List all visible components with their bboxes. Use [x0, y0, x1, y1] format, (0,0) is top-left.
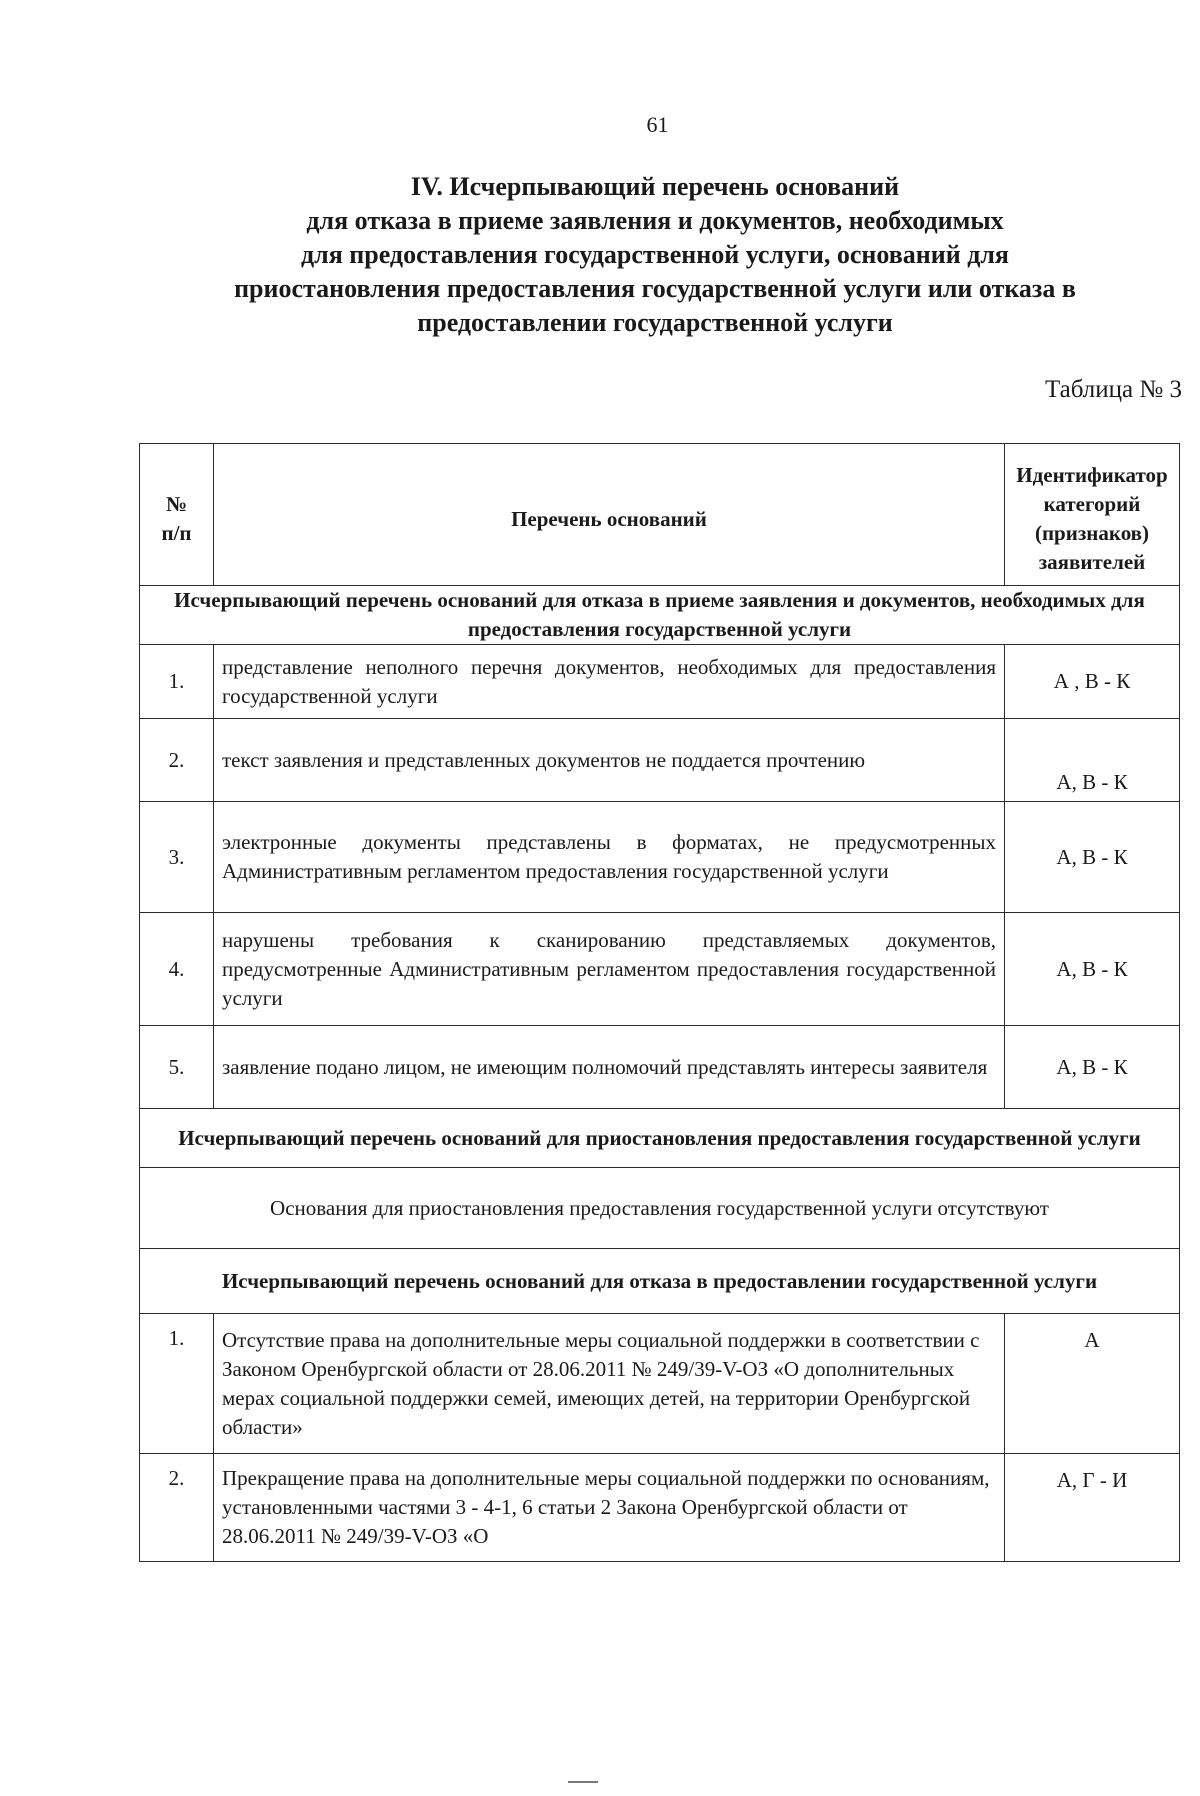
page-number: 61 — [646, 112, 669, 137]
row-text: нарушены требования к сканированию представляемых документов, предусмотренные Административным регламентом предоставления государственной услуги — [214, 913, 1005, 1026]
row-code: А, В - К — [1005, 1026, 1180, 1109]
row-text: текст заявления и представленных документов не поддается прочтению — [214, 719, 1005, 802]
table-label: Таблица № 3 — [1044, 376, 1182, 403]
row-code: А, В - К — [1005, 913, 1180, 1026]
grounds-table — [139, 443, 1180, 1562]
row-number: 1. — [140, 645, 214, 719]
row-number: 3. — [140, 802, 214, 913]
section-note: Основания для приостановления предоставления государственной услуги отсутствуют — [140, 1168, 1180, 1249]
header-number — [140, 444, 214, 586]
table-header-row — [140, 444, 1180, 586]
heading-line: приостановления предоставления государственной услуги или отказа в — [234, 274, 1076, 303]
row-text: электронные документы представлены в форматах, не предусмотренных Административным регламентом предоставления государственной услуги — [214, 802, 1005, 913]
row-number: 1. — [140, 1314, 214, 1454]
header-identifier-text: Идентификатор категорий (признаков) заявителей — [1016, 463, 1168, 574]
section-title-row — [140, 1249, 1180, 1314]
header-list — [214, 444, 1005, 586]
section-title: Исчерпывающий перечень оснований для отказа в приеме заявления и документов, необходимых для предоставления государственной услуги — [140, 586, 1180, 645]
header-identifier — [1005, 444, 1180, 586]
section-title-row — [140, 586, 1180, 645]
section-title: Исчерпывающий перечень оснований для отказа в предоставлении государственной услуги — [140, 1249, 1180, 1314]
header-number-abbr: п/п — [161, 521, 192, 545]
row-code: А, В - К — [1005, 802, 1180, 913]
section-heading — [150, 170, 1160, 340]
row-number: 5. — [140, 1026, 214, 1109]
section-title-row — [140, 1109, 1180, 1168]
table-row — [140, 802, 1180, 913]
table-row — [140, 1314, 1180, 1454]
header-list-text: Перечень оснований — [511, 506, 707, 531]
table-row — [140, 913, 1180, 1026]
note-row — [140, 1168, 1180, 1249]
row-code: А — [1005, 1314, 1180, 1454]
page-edge-mark — [568, 1781, 598, 1786]
heading-line: для предоставления государственной услуги, оснований для — [300, 240, 1010, 269]
row-number: 2. — [140, 1454, 214, 1562]
row-code: А, В - К — [1005, 719, 1180, 802]
heading-line: предоставлении государственной услуги — [417, 308, 893, 337]
row-code: А , В - К — [1005, 645, 1180, 719]
row-text: Отсутствие права на дополнительные меры социальной поддержки в соответствии с Законом Оренбургской области от 28.06.2011 № 249/39-V-ОЗ «О дополнительных мерах социальной поддержки семей, имеющих детей, на территории Оренбургской области» — [214, 1314, 1005, 1454]
row-number: 2. — [140, 719, 214, 802]
table-row — [140, 1454, 1180, 1562]
section-title: Исчерпывающий перечень оснований для приостановления предоставления государственной услуги — [140, 1109, 1180, 1168]
header-number-sign: № — [165, 492, 188, 516]
row-text: Прекращение права на дополнительные меры социальной поддержки по основаниям, установленными частями 3 - 4-1, 6 статьи 2 Закона Оренбургской области от 28.06.2011 № 249/39-V-ОЗ «О — [214, 1454, 1005, 1562]
table-row — [140, 1026, 1180, 1109]
table-row — [140, 645, 1180, 719]
row-number: 4. — [140, 913, 214, 1026]
row-text: заявление подано лицом, не имеющим полномочий представлять интересы заявителя — [214, 1026, 1005, 1109]
heading-line: для отказа в приеме заявления и документов, необходимых — [306, 206, 1004, 235]
row-code: А, Г - И — [1005, 1454, 1180, 1562]
heading-line: IV. Исчерпывающий перечень оснований — [410, 172, 900, 201]
row-text: представление неполного перечня документов, необходимых для предоставления государственной услуги — [214, 645, 1005, 719]
table-row — [140, 719, 1180, 802]
